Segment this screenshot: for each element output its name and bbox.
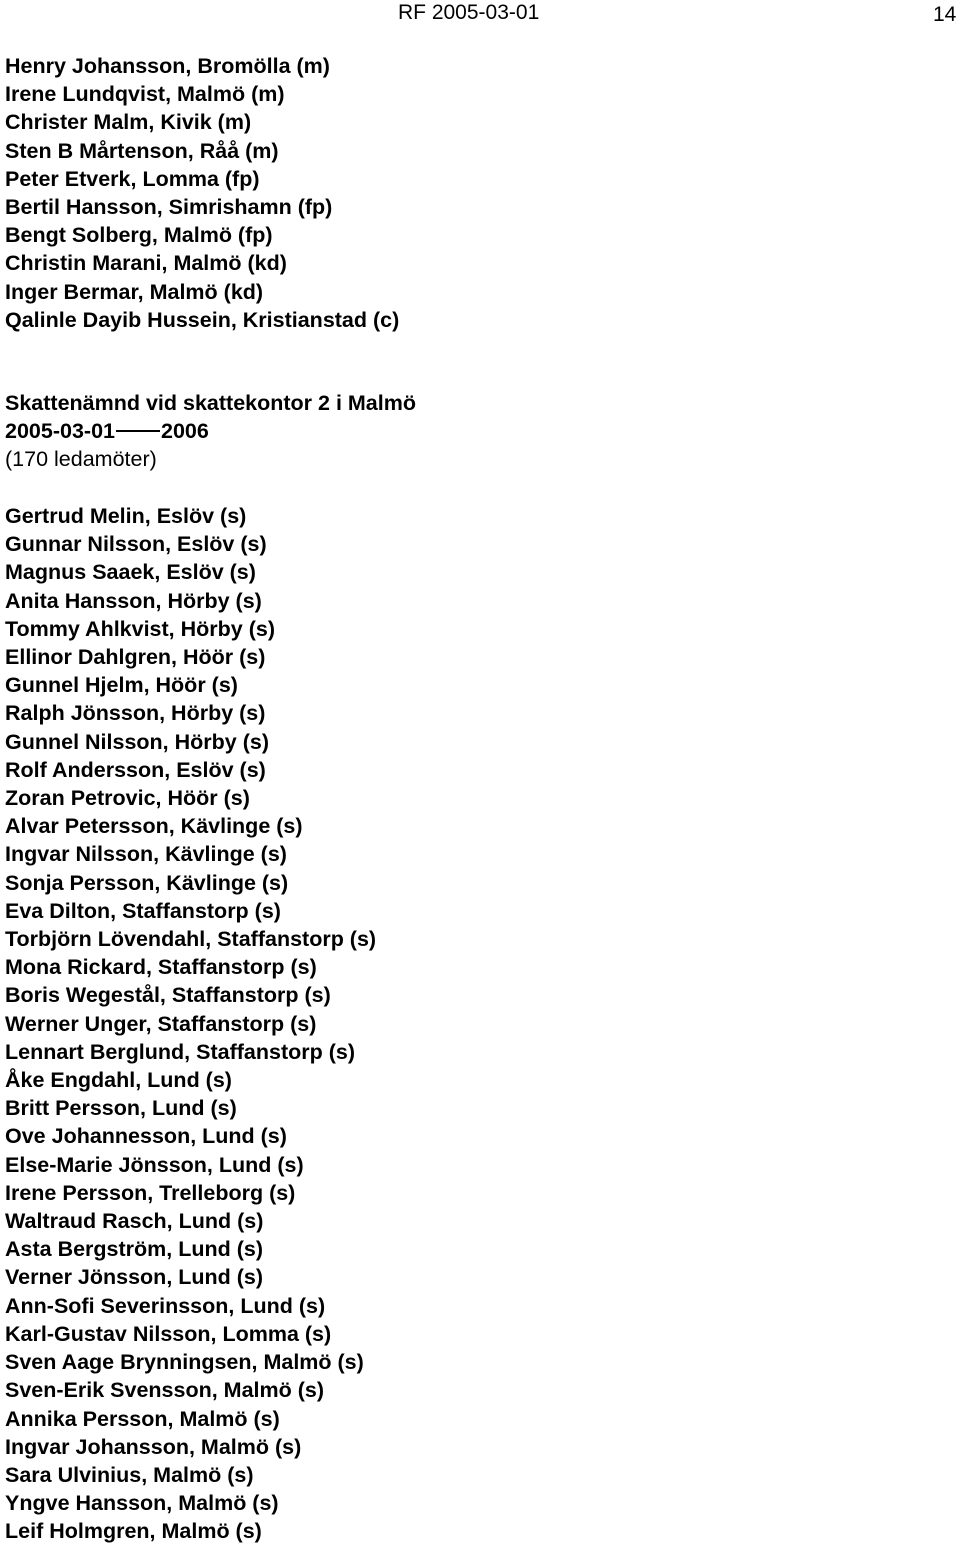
- member-entry: Rolf Andersson, Eslöv (s): [5, 757, 266, 782]
- member-entry: Verner Jönsson, Lund (s): [5, 1265, 264, 1290]
- member-entry: Zoran Petrovic, Höör (s): [5, 786, 250, 811]
- member-entry: Waltraud Rasch, Lund (s): [5, 1209, 264, 1234]
- member-entry: Yngve Hansson, Malmö (s): [5, 1491, 279, 1516]
- member-entry: Irene Lundqvist, Malmö (m): [5, 82, 285, 107]
- member-entry: Annika Persson, Malmö (s): [5, 1406, 280, 1431]
- member-entry: Henry Johansson, Bromölla (m): [5, 54, 330, 78]
- member-entry: Sonja Persson, Kävlinge (s): [5, 870, 289, 895]
- member-entry: Lennart Berglund, Staffanstorp (s): [5, 1039, 355, 1064]
- member-entry: Gunnel Hjelm, Höör (s): [5, 673, 238, 698]
- member-entry: Peter Etverk, Lomma (fp): [5, 166, 260, 191]
- member-list-previous: [5, 52, 399, 334]
- member-entry: Sven Aage Brynningsen, Malmö (s): [5, 1350, 364, 1375]
- member-entry: Sten B Mårtenson, Råå (m): [5, 138, 279, 163]
- member-entry: Gunnar Nilsson, Eslöv (s): [5, 532, 267, 557]
- member-entry: Ann-Sofi Severinsson, Lund (s): [5, 1293, 326, 1318]
- member-entry: Bertil Hansson, Simrishamn (fp): [5, 195, 333, 220]
- member-entry: Gertrud Melin, Eslöv (s): [5, 504, 247, 528]
- member-entry: Qalinle Dayib Hussein, Kristianstad (c): [5, 307, 400, 332]
- member-entry: Åke Engdahl, Lund (s): [5, 1068, 232, 1093]
- period-start: 2005-03-01: [5, 419, 115, 444]
- member-entry: Gunnel Nilsson, Hörby (s): [5, 729, 269, 754]
- member-entry: Torbjörn Lövendahl, Staffanstorp (s): [5, 927, 377, 952]
- member-entry: Ove Johannesson, Lund (s): [5, 1124, 287, 1149]
- member-entry: Ingvar Johansson, Malmö (s): [5, 1434, 302, 1459]
- member-entry: Ralph Jönsson, Hörby (s): [5, 701, 266, 726]
- member-entry: Christin Marani, Malmö (kd): [5, 251, 287, 276]
- member-entry: Eva Dilton, Staffanstorp (s): [5, 898, 281, 923]
- member-entry: Werner Unger, Staffanstorp (s): [5, 1011, 317, 1036]
- member-entry: Christer Malm, Kivik (m): [5, 110, 252, 135]
- member-entry: Ellinor Dahlgren, Höör (s): [5, 645, 266, 670]
- member-entry: Inger Bermar, Malmö (kd): [5, 279, 264, 304]
- member-entry: Karl-Gustav Nilsson, Lomma (s): [5, 1321, 332, 1346]
- member-list-skattenamnd: [5, 502, 376, 1546]
- member-entry: Anita Hansson, Hörby (s): [5, 588, 262, 613]
- member-entry: Bengt Solberg, Malmö (fp): [5, 223, 273, 248]
- member-entry: Britt Persson, Lund (s): [5, 1096, 237, 1121]
- member-entry: Sven-Erik Svensson, Malmö (s): [5, 1378, 325, 1403]
- member-entry: Else-Marie Jönsson, Lund (s): [5, 1152, 304, 1177]
- page-number: 14: [933, 3, 957, 26]
- header-date: RF 2005-03-01: [398, 1, 540, 24]
- member-entry: Irene Persson, Trelleborg (s): [5, 1180, 296, 1205]
- member-entry: Magnus Saaek, Eslöv (s): [5, 560, 256, 585]
- member-entry: Tommy Ahlkvist, Hörby (s): [5, 616, 275, 641]
- member-entry: Leif Holmgren, Malmö (s): [5, 1519, 262, 1544]
- member-entry: Mona Rickard, Staffanstorp (s): [5, 955, 317, 980]
- member-entry: Asta Bergström, Lund (s): [5, 1237, 264, 1262]
- section-title: Skattenämnd vid skattekontor 2 i Malmö: [5, 391, 416, 415]
- section-heading: [5, 389, 416, 474]
- period-end: 2006: [160, 419, 209, 444]
- period-dash: [116, 430, 160, 432]
- member-entry: Boris Wegestål, Staffanstorp (s): [5, 983, 331, 1008]
- section-period: [5, 417, 416, 445]
- member-entry: Alvar Petersson, Kävlinge (s): [5, 814, 303, 839]
- section-member-count: (170 ledamöter): [5, 447, 157, 472]
- member-entry: Ingvar Nilsson, Kävlinge (s): [5, 842, 287, 867]
- member-entry: Sara Ulvinius, Malmö (s): [5, 1462, 254, 1487]
